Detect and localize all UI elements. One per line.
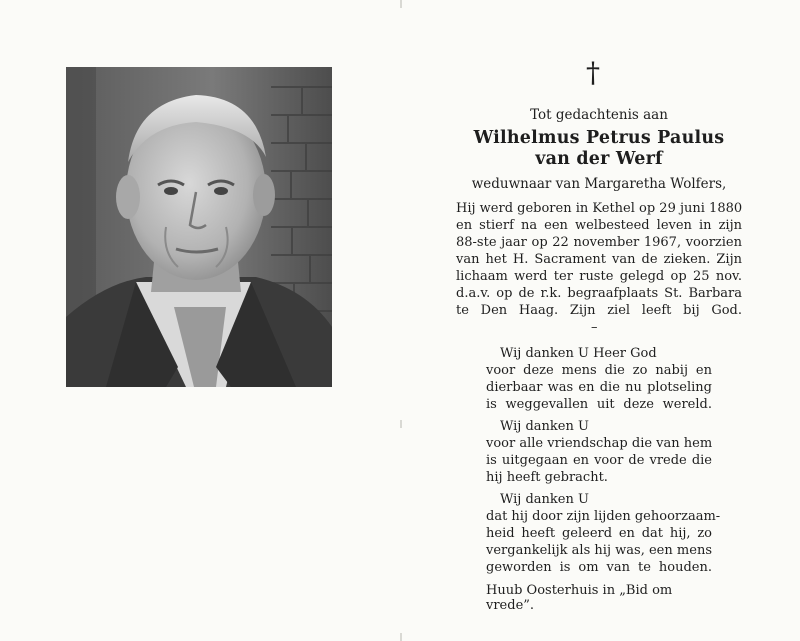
poem-stanza-3 (486, 491, 721, 576)
stanza-line: is weggevallen uit deze wereld. (486, 397, 712, 412)
fold-mark-bottom (400, 633, 402, 641)
widower-line: weduwnaar van Margaretha Wolfers, (471, 176, 727, 192)
portrait-photo (66, 67, 332, 387)
name-line-1: Wilhelmus Petrus Paulus (473, 128, 725, 148)
bio-line: Hij werd geboren in Kethel op 29 juni 1880 (456, 201, 743, 216)
stanza-line: voor deze mens die zo nabij en (486, 363, 712, 378)
bio-line: d.a.v. op de r.k. begraafplaats St. Barbara (456, 286, 742, 301)
fold-mark-middle (400, 420, 402, 428)
stanza-line: hij heeft gebracht. (486, 470, 608, 485)
poem-stanza-1 (486, 345, 712, 413)
biography (456, 200, 742, 319)
cross-icon: † (586, 56, 600, 89)
bio-line: te Den Haag. Zijn ziel leeft bij God. (456, 303, 742, 318)
intro-line: Tot gedachtenis aan (530, 107, 668, 123)
stanza-line: voor alle vriendschap die van hem (486, 436, 713, 451)
bio-line: 88-ste jaar op 22 november 1967, voorzien (456, 235, 742, 250)
poem-stanza-2 (486, 418, 712, 486)
deceased-name (456, 128, 742, 170)
bio-line: lichaam werd ter ruste gelegd op 25 nov. (456, 269, 742, 284)
stanza-line: dierbaar was en die nu plotseling (486, 380, 712, 395)
stanza-line: geworden is om van te houden. (486, 560, 712, 575)
stanza-lead: Wij danken U (500, 492, 589, 507)
stanza-line: is uitgegaan en voor de vrede die (486, 453, 712, 468)
bio-line: van het H. Sacrament van de zieken. Zijn (456, 252, 742, 267)
stanza-line: dat hij door zijn lijden gehoorzaam- (486, 509, 721, 524)
bio-line: en stierf na een welbesteed leven in zijn (456, 218, 742, 233)
name-line-2: van der Werf (535, 149, 663, 169)
stanza-line: heid heeft geleerd en dat hij, zo (486, 526, 712, 541)
stanza-lead: Wij danken U (500, 419, 589, 434)
attribution: Huub Oosterhuis in „Bid om vrede”. (486, 583, 673, 613)
stanza-lead: Wij danken U Heer God (500, 346, 657, 361)
fold-mark-top (400, 0, 402, 8)
stanza-line: vergankelijk als hij was, een mens (486, 543, 712, 558)
separator-dash: – (591, 320, 598, 335)
